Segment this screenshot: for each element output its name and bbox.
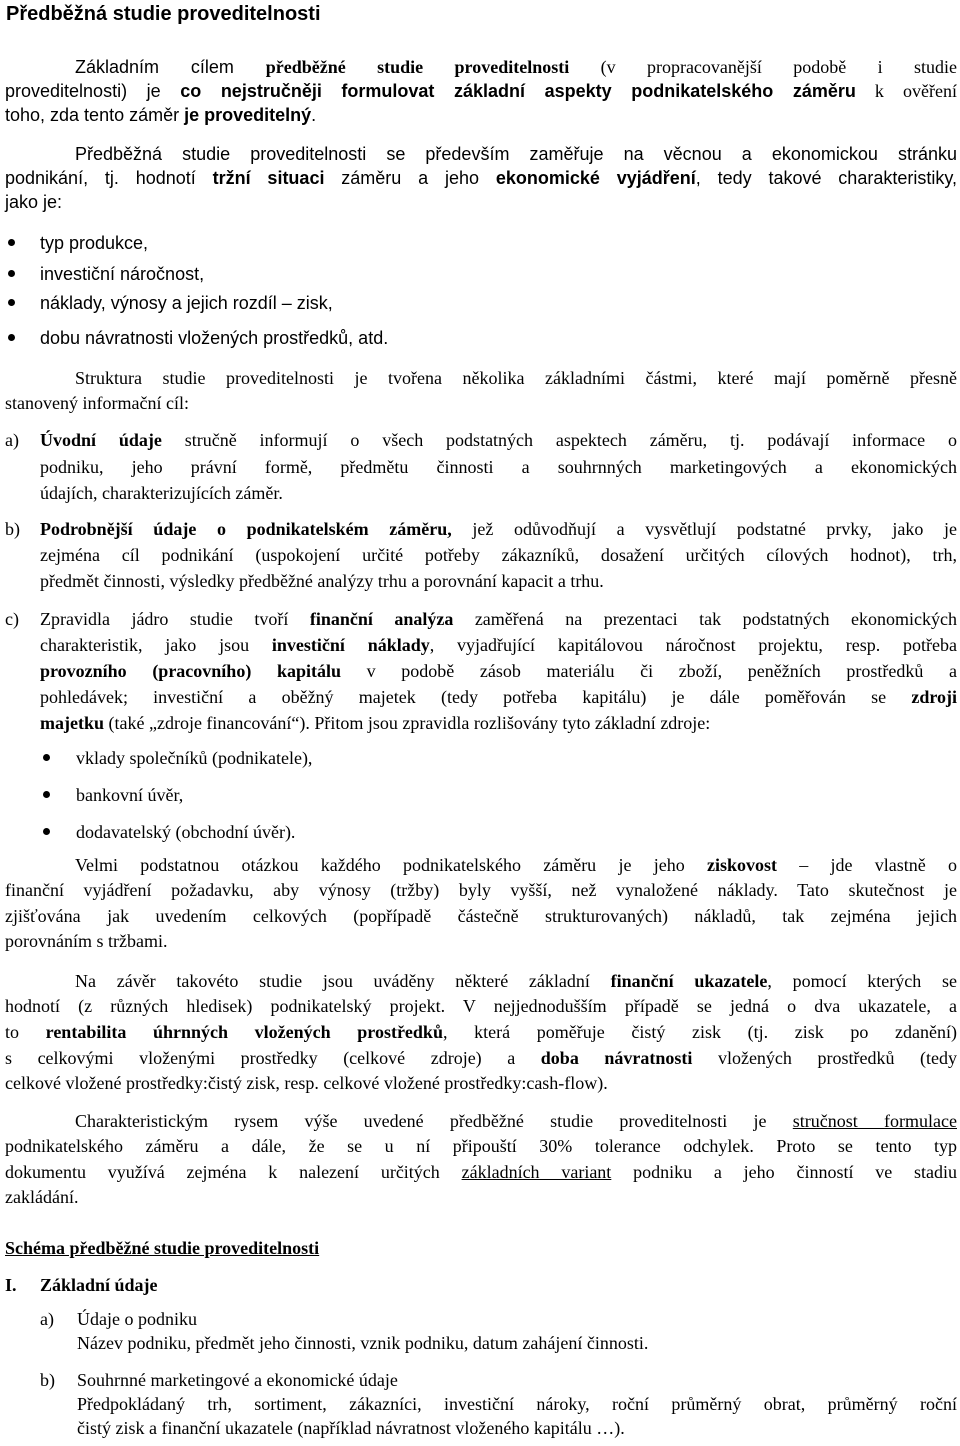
paragraph-3-line-1: Struktura studie proveditelnosti je tvořena několika základními částmi, které mají poměrně přesně	[75, 368, 957, 388]
section-a-line-2: podniku, jeho právní formě, předmětu činnosti a souhrnných marketingových a ekonomických	[40, 457, 957, 477]
section-c-line-3: provozního (pracovního) kapitálu v podobě zásob materiálu či zboží, peněžních prostředků a	[40, 661, 957, 681]
schema-a-title: Údaje o podniku	[77, 1309, 197, 1329]
page-title: Předběžná studie proveditelnosti	[6, 3, 321, 25]
list-item: typ produkce,	[40, 233, 149, 253]
schema-b-title: Souhrnné marketingové a ekonomické údaje	[77, 1370, 398, 1390]
paragraph-1-line-3: toho, zda tento záměr je proveditelný.	[5, 105, 317, 125]
paragraph-6-line-2: podnikatelského záměru a dále, že se u ní připouští 30% tolerance odchylek. Proto se tento typ	[5, 1136, 957, 1156]
paragraph-2-line-3: jako je:	[5, 192, 63, 212]
schema-section-title: Základní údaje	[40, 1275, 158, 1295]
paragraph-3-line-2: stanovený informační cíl:	[5, 393, 189, 413]
schema-heading: Schéma předběžné studie proveditelnosti	[5, 1238, 320, 1258]
schema-section-number: I.	[5, 1275, 17, 1295]
paragraph-5-line-2: hodnotí (z různých hledisek) podnikatelský projekt. V nejjednodušším případě se jedná o dva ukazatele, a	[5, 996, 957, 1016]
section-c-line-4: pohledávek; investiční a oběžný majetek (tedy potřeba kapitálu) je dále poměřován se zdroji	[40, 687, 957, 707]
paragraph-6-line-1: Charakteristickým rysem výše uvedené předběžné studie proveditelnosti je stručnost formulace	[75, 1111, 957, 1131]
paragraph-6-line-4: zakládání.	[5, 1187, 79, 1207]
section-b-label: b)	[5, 519, 20, 539]
list-item: náklady, výnosy a jejich rozdíl – zisk,	[40, 293, 333, 313]
schema-b-description-line-2: čistý zisk a finanční ukazatele (například návratnost vloženého kapitálu …).	[77, 1418, 625, 1438]
section-a-line-3: údajích, charakterizujících záměr.	[40, 483, 283, 503]
list-item: investiční náročnost,	[40, 264, 205, 284]
bullet-icon	[8, 299, 15, 306]
list-item: bankovní úvěr,	[76, 785, 184, 805]
paragraph-6-line-3: dokumentu využívá zejména k nalezení určitých základních variant podniku a jeho činností ve stadiu	[5, 1162, 958, 1182]
list-item: dodavatelský (obchodní úvěr).	[76, 822, 296, 842]
list-item: vklady společníků (podnikatele),	[76, 748, 313, 768]
paragraph-4-line-2: finanční vyjádření požadavku, aby výnosy (tržby) byly vyšší, než vynaložené náklady. Tato skutečnost je	[5, 880, 957, 900]
section-c-label: c)	[5, 609, 19, 629]
paragraph-5-line-1: Na závěr takovéto studie jsou uváděny některé základní finanční ukazatele, pomocí kterých se	[75, 971, 957, 991]
bullet-icon	[43, 754, 50, 761]
paragraph-5-line-4: s celkovými vloženými prostředky (celkové zdroje) a doba návratnosti vložených prostředků (tedy	[5, 1048, 958, 1068]
section-b-line-1: Podrobnější údaje o podnikatelském záměru, jež odůvodňují a vysvětlují podstatné prvky, jako je	[40, 519, 957, 539]
schema-a-label: a)	[40, 1309, 54, 1329]
bullet-icon	[8, 239, 15, 246]
paragraph-4-line-4: porovnáním s tržbami.	[5, 931, 168, 951]
bullet-icon	[43, 791, 50, 798]
section-b-line-2: zejména cíl podnikání (uspokojení určité potřeby zákazníků, dosažení určitých cílových hodnot), trh,	[40, 545, 957, 565]
schema-a-description: Název podniku, předmět jeho činnosti, vznik podniku, datum zahájení činnosti.	[77, 1333, 649, 1353]
list-item: dobu návratnosti vložených prostředků, atd.	[40, 328, 389, 348]
bullet-icon	[43, 828, 50, 835]
section-c-line-2: charakteristik, jako jsou investiční náklady, vyjadřující kapitálovou náročnost projektu, resp. potřeba	[40, 635, 957, 655]
bullet-icon	[8, 334, 15, 341]
section-a-label: a)	[5, 430, 19, 450]
bullet-icon	[8, 270, 15, 277]
paragraph-4-line-1: Velmi podstatnou otázkou každého podnikatelského záměru je jeho ziskovost – jde vlastně o	[75, 855, 957, 875]
paragraph-2-line-1: Předběžná studie proveditelnosti se především zaměřuje na věcnou a ekonomickou stránku	[75, 144, 957, 164]
paragraph-5-line-5: celkové vložené prostředky:čistý zisk, resp. celkové vložené prostředky:cash-flow).	[5, 1073, 608, 1093]
paragraph-2-line-2: podnikání, tj. hodnotí tržní situaci záměru a jeho ekonomické vyjádření, tedy takové charakteristiky,	[5, 168, 957, 188]
paragraph-1-line-2: proveditelnosti) je co nejstručněji formulovat základní aspekty podnikatelského záměru k ověření	[5, 81, 957, 101]
paragraph-4-line-3: zjišťována jak uvedením celkových (popřípadě částečně strukturovaných) nákladů, tak zejména jejich	[5, 906, 957, 926]
section-a-line-1: Úvodní údaje stručně informují o všech podstatných aspektech záměru, tj. podávají informace o	[40, 430, 957, 450]
section-c-line-1: Zpravidla jádro studie tvoří finanční analýza zaměřená na prezentaci tak podstatných ekonomických	[40, 609, 957, 629]
section-b-line-3: předmět činnosti, výsledky předběžné analýzy trhu a porovnání kapacit a trhu.	[40, 571, 604, 591]
schema-b-label: b)	[40, 1370, 55, 1390]
paragraph-1-line-1: Základním cílem předběžné studie proveditelnosti (v propracovanější podobě i studie	[75, 57, 958, 77]
schema-b-description-line-1: Předpokládaný trh, sortiment, zákazníci, investiční nároky, roční průměrný obrat, průměrný roční	[77, 1394, 957, 1414]
paragraph-5-line-3: to rentabilita úhrnných vložených prostředků, která poměřuje čistý zisk (tj. zisk po zdanění)	[5, 1022, 957, 1042]
section-c-line-5: majetku (také „zdroje financování“). Přitom jsou zpravidla rozlišovány tyto základní zdroje:	[40, 713, 711, 733]
